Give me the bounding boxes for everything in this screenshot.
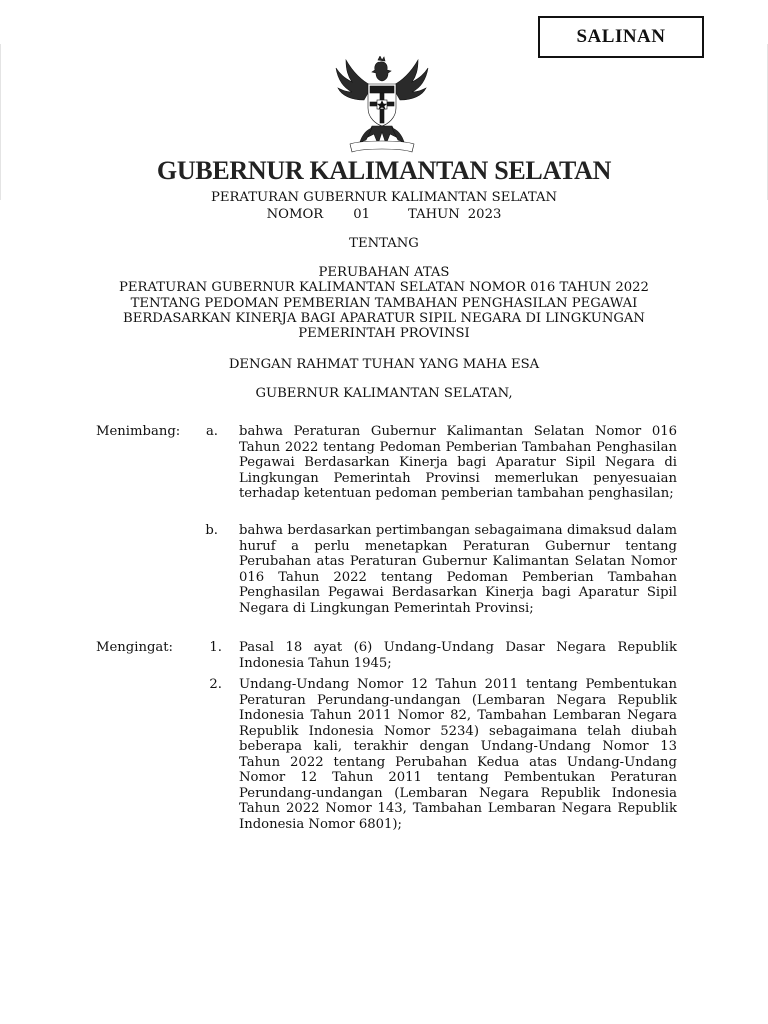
mengingat-item-2: Undang-Undang Nomor 12 Tahun 2011 tentang Pembentukan Peraturan Perundang-undangan (Lembaran Negara Republik Indonesia Tahun 2011 Nomor 82, Tambahan Lembaran Negara Republik Indonesia Nomor 5234) sebagaimana telah diubah beberapa kali, terakhir dengan Undang-Undang Nomor 13 Tahun 2022 tentang Perubahan Kedua atas Undang-Undang Nomor 12 Tahun 2011 tentang Pembentukan Peraturan Perundang-undangan (Lembaran Negara Republik Indonesia Tahun 2022 Nomor 143, Tambahan Lembaran Negara Republik Indonesia Nomor 6801);	[239, 677, 677, 832]
tahun-label: TAHUN	[408, 207, 460, 222]
subject-line: PERUBAHAN ATAS	[318, 265, 450, 280]
nomor-value: 01	[353, 207, 371, 222]
menimbang-marker-b: b.	[205, 523, 218, 538]
salinan-stamp: SALINAN	[538, 16, 704, 58]
governor-title: GUBERNUR KALIMANTAN SELATAN	[156, 156, 612, 185]
tahun-value: 2023	[467, 207, 502, 222]
menimbang-label: Menimbang:	[96, 424, 181, 439]
garuda-emblem-icon	[332, 56, 432, 156]
regulation-number	[60, 207, 708, 223]
menimbang-marker-a: a.	[205, 424, 218, 439]
rahmat-line: DENGAN RAHMAT TUHAN YANG MAHA ESA	[228, 357, 540, 372]
mengingat-marker-2: 2.	[209, 677, 222, 692]
subject-line: PERATURAN GUBERNUR KALIMANTAN SELATAN NOMOR 016 TAHUN 2022	[119, 280, 649, 295]
menimbang-item-b: bahwa berdasarkan pertimbangan sebagaimana dimaksud dalam huruf a perlu menetapkan Peraturan Gubernur tentang Perubahan atas Peraturan Gubernur Kalimantan Selatan Nomor 016 Tahun 2022 tentang Pedoman Pemberian Tambahan Penghasilan Pegawai Berdasarkan Kinerja bagi Aparatur Sipil Negara di Lingkungan Pemerintah Provinsi;	[239, 523, 677, 616]
nomor-label: NOMOR	[266, 207, 324, 222]
subject-line: BERDASARKAN KINERJA BAGI APARATUR SIPIL NEGARA DI LINGKUNGAN	[123, 311, 645, 326]
mengingat-marker-1: 1.	[209, 640, 222, 655]
tentang-heading: TENTANG	[349, 236, 419, 251]
regulation-title: PERATURAN GUBERNUR KALIMANTAN SELATAN	[210, 190, 558, 205]
subject-line: TENTANG PEDOMAN PEMBERIAN TAMBAHAN PENGHASILAN PEGAWAI	[130, 296, 638, 311]
menimbang-item-a: bahwa Peraturan Gubernur Kalimantan Selatan Nomor 016 Tahun 2022 tentang Pedoman Pemberian Tambahan Penghasilan Pegawai Berdasarkan Kinerja bagi Aparatur Sipil Negara di Lingkungan Pemerintah Provinsi memerlukan penyesuaian terhadap ketentuan pedoman pemberian tambahan penghasilan;	[239, 424, 677, 501]
issuer-line: GUBERNUR KALIMANTAN SELATAN,	[255, 386, 513, 401]
mengingat-label: Mengingat:	[96, 640, 174, 655]
subject-line: PEMERINTAH PROVINSI	[298, 326, 470, 341]
mengingat-item-1: Pasal 18 ayat (6) Undang-Undang Dasar Negara Republik Indonesia Tahun 1945;	[239, 640, 677, 671]
